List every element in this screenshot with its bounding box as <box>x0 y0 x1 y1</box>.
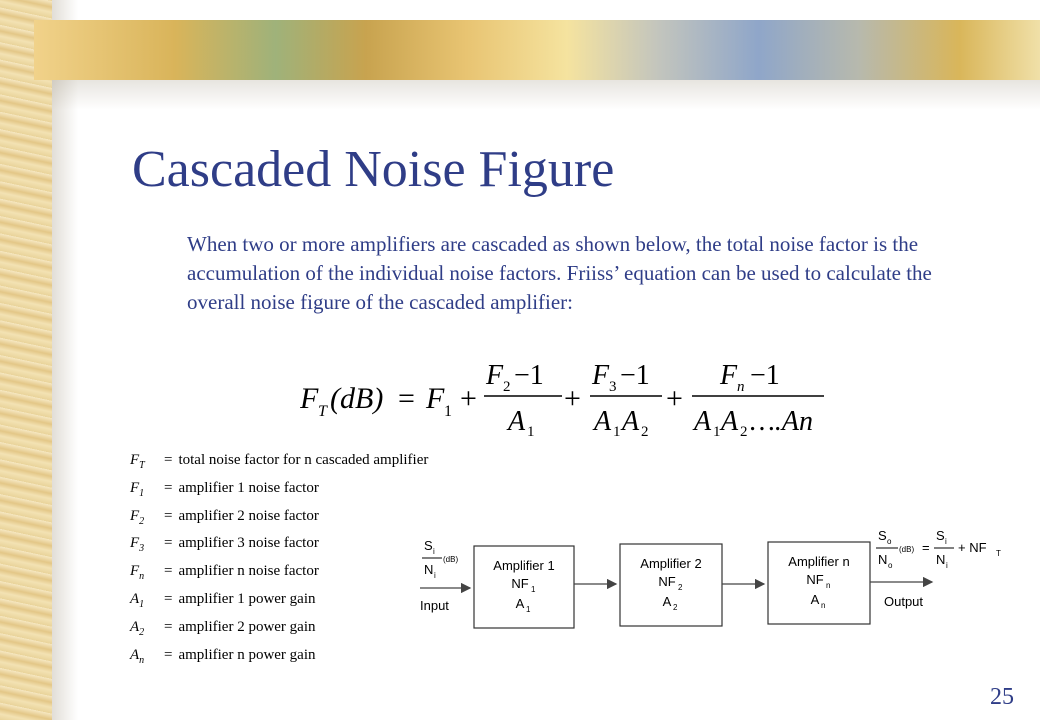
definition-symbol: $A_n$ <box>130 646 145 666</box>
amplifier-2-gain-sub: 2 <box>673 603 678 612</box>
formula-num-4: F <box>720 360 738 391</box>
definition-text: amplifier 2 noise factor <box>178 507 319 524</box>
output-ratio-den: N <box>878 552 888 567</box>
definition-symbol: $F_n$ <box>130 563 145 583</box>
formula-lhs-sub: T <box>318 403 327 420</box>
definition-symbol: $F_2$ <box>130 507 145 527</box>
formula-num-2-sub: 2 <box>503 379 511 395</box>
amplifier-2-nf: NF <box>658 574 676 589</box>
amplifier-1-nf-sub: 1 <box>531 585 536 594</box>
input-ratio-num: S <box>424 538 433 553</box>
formula-lhs-arg: (dB) <box>330 382 384 415</box>
top-decorative-banner <box>34 20 1040 80</box>
amplifier-n-name: Amplifier n <box>788 554 850 569</box>
formula-den-2: A <box>508 406 526 437</box>
formula-den-2-sub: 1 <box>527 424 535 438</box>
input-ratio-num-sub: i <box>433 547 435 556</box>
formula-equals: = <box>398 382 415 415</box>
amplifier-n-nf-sub: n <box>826 581 831 590</box>
formula-lhs: F <box>300 382 319 415</box>
slide-title: Cascaded Noise Figure <box>132 141 615 198</box>
definition-symbol: $A_1$ <box>130 590 145 610</box>
formula-plus-1: + <box>460 382 477 415</box>
formula-num-3-sub: 3 <box>609 379 617 395</box>
friis-formula <box>300 358 840 438</box>
formula-num-3-minus: −1 <box>620 360 650 391</box>
output-equals: = <box>922 540 930 555</box>
input-ratio-den-sub: i <box>434 571 436 580</box>
amplifier-2-gain: A <box>662 594 672 609</box>
definition-item: $F_1$ = amplifier 1 noise factor <box>130 479 319 499</box>
definition-symbol: $F_1$ <box>130 479 145 499</box>
page-number: 25 <box>990 684 1014 710</box>
output-ratio-num: S <box>878 528 887 543</box>
formula-den-4b: A <box>721 406 739 437</box>
definition-text: amplifier 1 power gain <box>178 590 316 607</box>
input-ratio-den: N <box>424 562 434 577</box>
amplifier-1-gain: A <box>515 596 525 611</box>
definition-symbol: $F_T$ <box>130 452 145 471</box>
definition-item: $A_n$ = amplifier n power gain <box>130 646 316 666</box>
amplifier-1-nf: NF <box>511 576 529 591</box>
definition-symbol: $F_3$ <box>130 535 145 555</box>
output-ratio-unit: (dB) <box>899 545 915 554</box>
input-label: Input <box>420 598 449 613</box>
definition-item: $F_2$ = amplifier 2 noise factor <box>130 507 319 527</box>
formula-plus-3: + <box>666 382 683 415</box>
output-label: Output <box>884 594 924 609</box>
output-plus-nf-sub: T <box>996 549 1001 558</box>
output-ratio-num-sub: o <box>887 537 892 546</box>
output-ratio-den-sub: o <box>888 561 893 570</box>
formula-den-4b-sub: 2 <box>740 424 748 438</box>
formula-den-3a: A <box>594 406 612 437</box>
formula-term1: F <box>426 382 445 415</box>
banner-shadow <box>52 80 1040 110</box>
output-plus-nf: + NF <box>958 540 987 555</box>
output-r-num: S <box>936 528 945 543</box>
output-r-den: N <box>936 552 946 567</box>
definition-item: $A_1$ = amplifier 1 power gain <box>130 590 316 610</box>
definition-text: total noise factor for n cascaded amplifier <box>178 452 429 468</box>
formula-plus-2: + <box>564 382 581 415</box>
formula-num-2: F <box>486 360 504 391</box>
left-decorative-strip <box>0 0 52 720</box>
formula-den-3a-sub: 1 <box>613 424 621 438</box>
amplifier-1-name: Amplifier 1 <box>493 558 555 573</box>
definition-text: amplifier 3 noise factor <box>178 535 319 552</box>
formula-den-4c: ….An <box>750 406 813 437</box>
formula-term1-sub: 1 <box>444 403 452 420</box>
definition-item: $F_n$ = amplifier n noise factor <box>130 563 319 583</box>
definition-text: amplifier 2 power gain <box>178 618 316 635</box>
definition-text: amplifier 1 noise factor <box>178 479 319 496</box>
formula-num-3: F <box>592 360 610 391</box>
formula-den-3b: A <box>622 406 640 437</box>
amplifier-1-gain-sub: 1 <box>526 605 531 614</box>
amplifier-n-nf: NF <box>806 572 824 587</box>
formula-den-4a-sub: 1 <box>713 424 721 438</box>
formula-num-4-minus: −1 <box>750 360 780 391</box>
formula-den-3b-sub: 2 <box>641 424 649 438</box>
amplifier-n-gain: A <box>810 592 820 607</box>
input-ratio-unit: (dB) <box>443 555 459 564</box>
formula-num-2-minus: −1 <box>514 360 544 391</box>
formula-den-4a: A <box>694 406 712 437</box>
definition-text: amplifier n noise factor <box>178 563 319 580</box>
slide-body-text: When two or more amplifiers are cascaded as shown below, the total noise factor is the accumulation of the individual noise factors. Friiss’ equation can be used to calculate the overall noise figure of the cascaded amplifier: <box>187 232 932 314</box>
amplifier-2-nf-sub: 2 <box>678 583 683 592</box>
output-r-num-sub: i <box>945 537 947 546</box>
amplifier-2-name: Amplifier 2 <box>640 556 702 571</box>
definition-item: $F_T$ = total noise factor for n cascaded amplifier <box>130 452 429 471</box>
definition-symbol: $A_2$ <box>130 618 145 638</box>
definition-item: $A_2$ = amplifier 2 power gain <box>130 618 316 638</box>
formula-num-4-sub: n <box>737 379 745 395</box>
definition-item: $F_3$ = amplifier 3 noise factor <box>130 535 319 555</box>
output-r-den-sub: i <box>946 561 948 570</box>
definition-text: amplifier n power gain <box>178 646 316 663</box>
amplifier-cascade-diagram <box>412 526 1012 634</box>
amplifier-n-gain-sub: n <box>821 601 826 610</box>
